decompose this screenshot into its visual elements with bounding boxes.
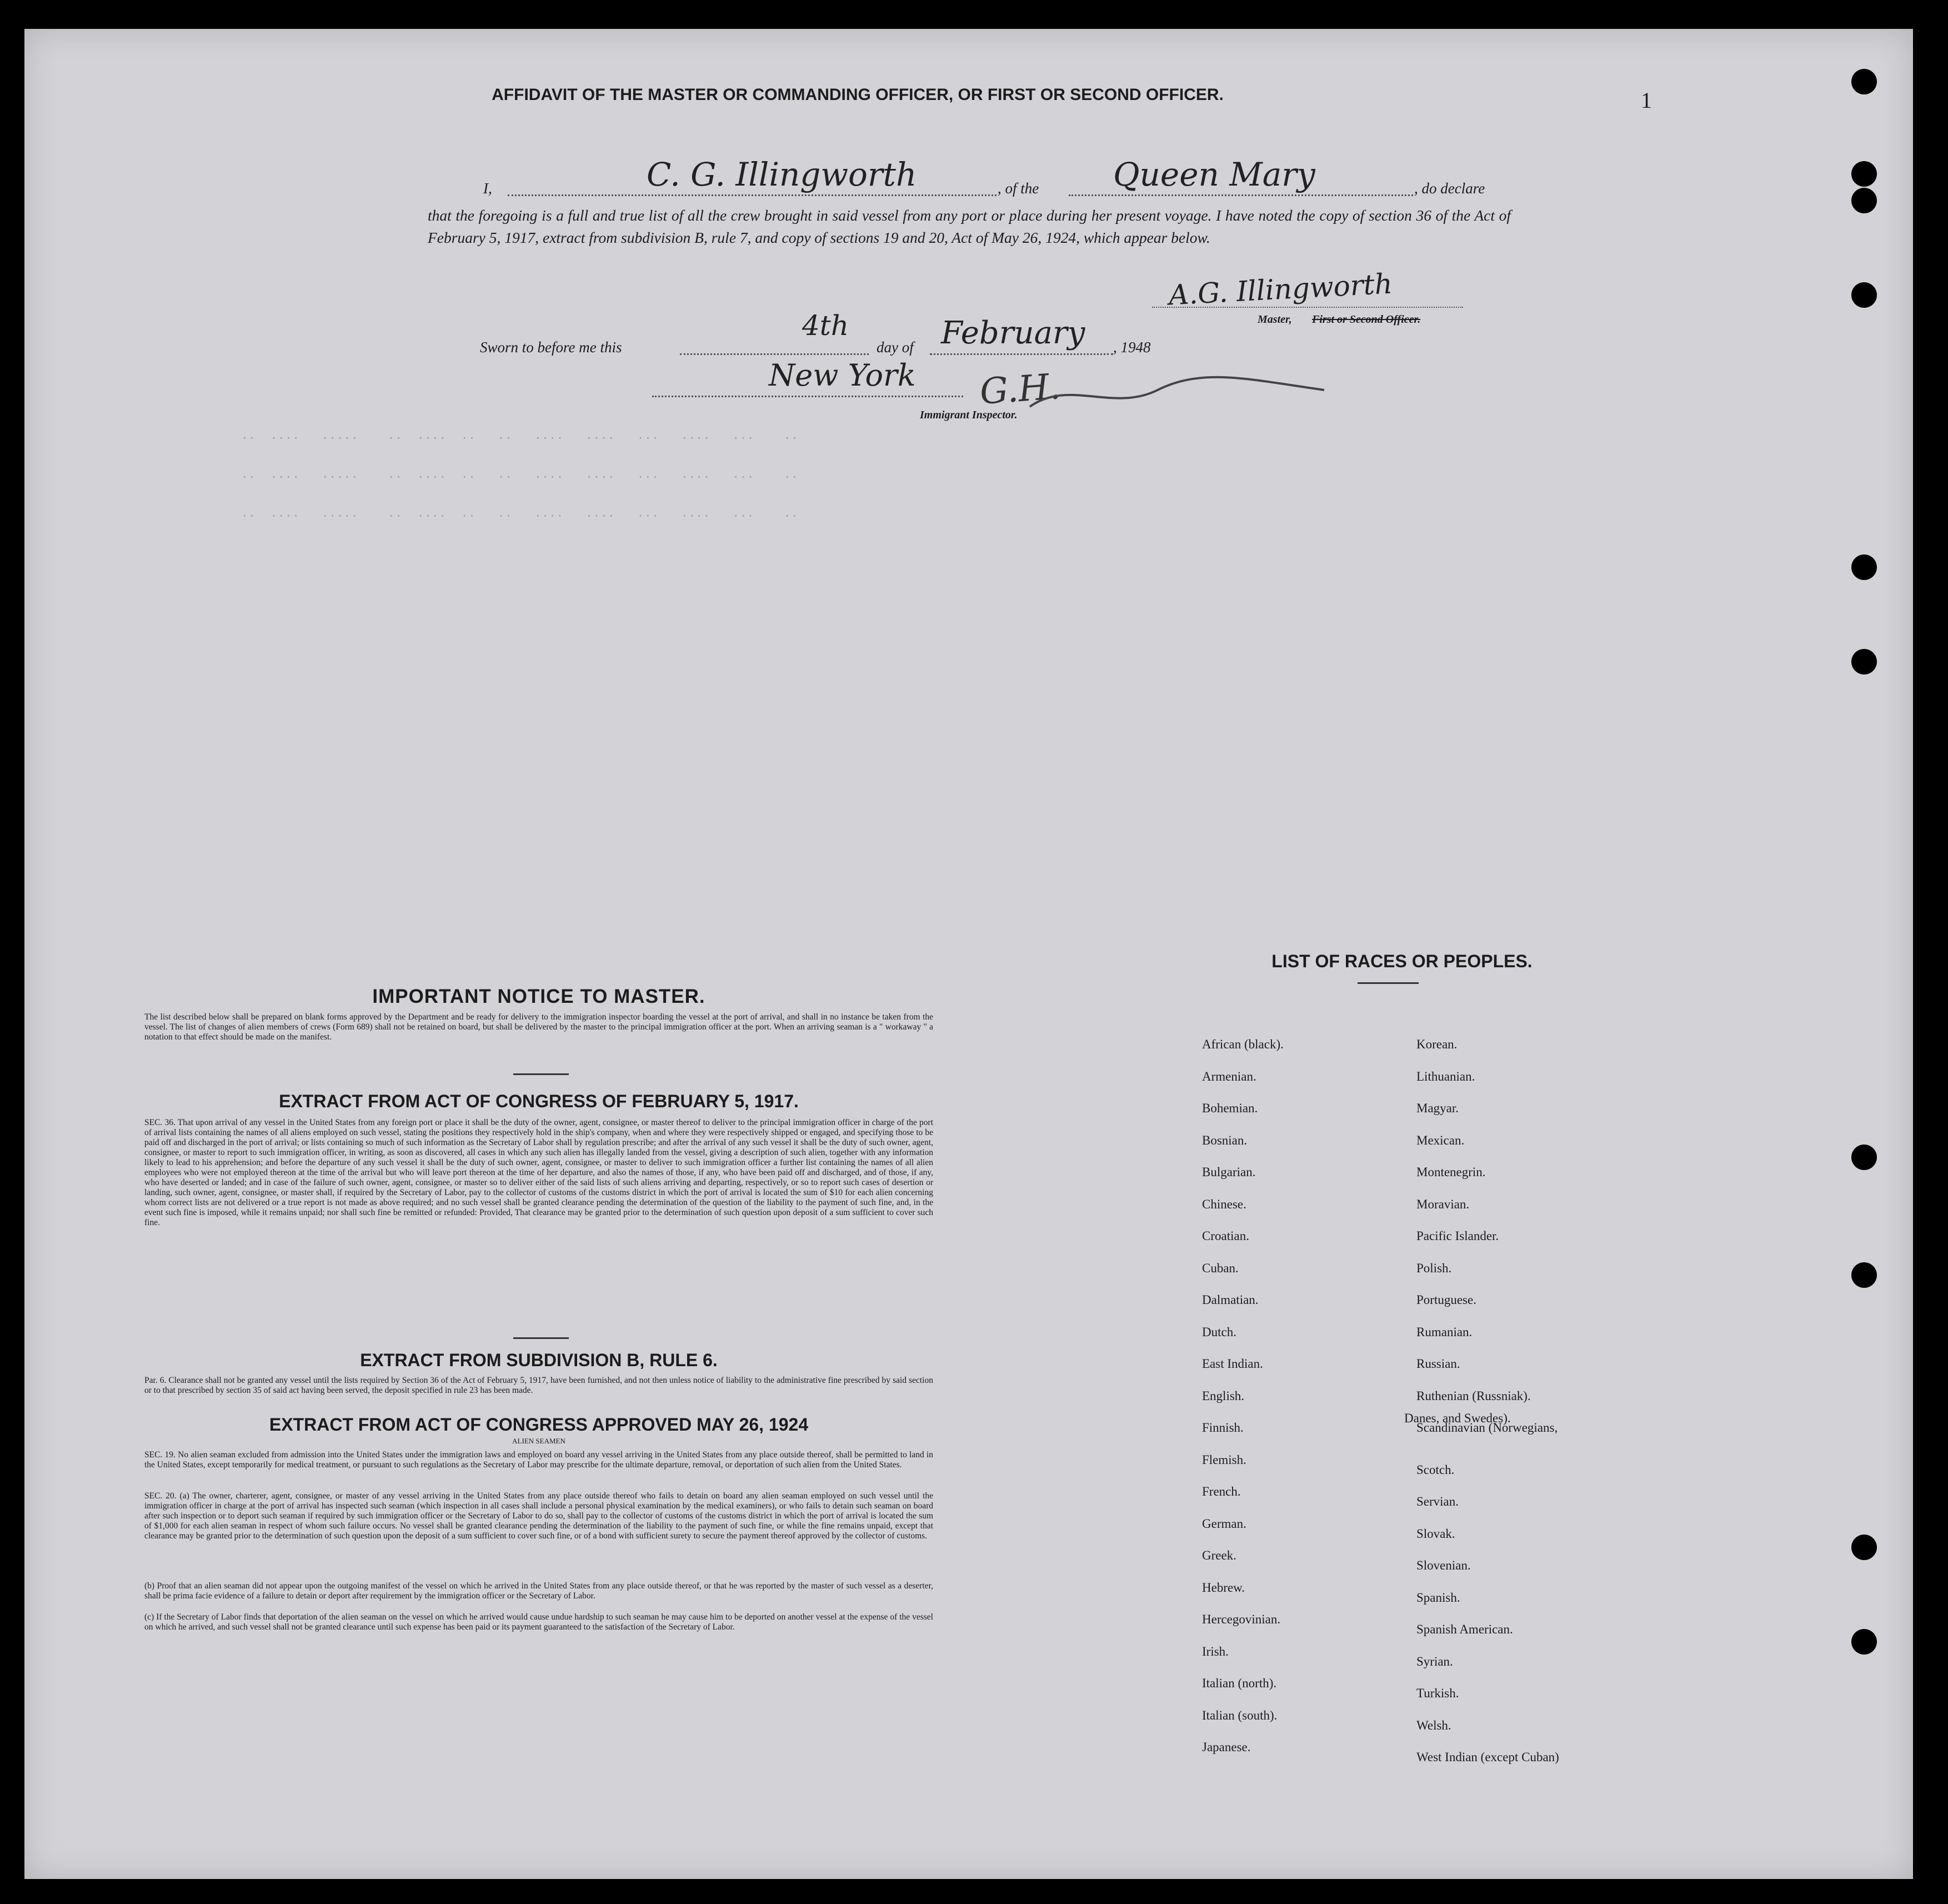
race-item: Dutch.	[1202, 1325, 1236, 1339]
divider	[513, 1073, 569, 1075]
race-item: Polish.	[1416, 1261, 1452, 1275]
inspector-signature-flourish	[1024, 373, 1335, 418]
rule6-body: Par. 6. Clearance shall not be granted any vessel until the lists required by Section 36 of the Act of February 5, 1917, have been furnished, and not then unless notice of liability to the administrative fine prescribed by said section or to that prescribed by section 35 of said act having been served, the deposit specified in rule 23 has been made.	[144, 1376, 933, 1395]
year-text: , 1948	[1113, 339, 1151, 356]
race-item: Spanish.	[1416, 1590, 1460, 1605]
race-item: Chinese.	[1202, 1197, 1246, 1211]
divider	[1358, 982, 1419, 984]
extract-1917-body: SEC. 36. That upon arrival of any vessel in the United States from any foreign port or place it shall be the duty of the owner, agent, consignee, or master thereof to deliver to the principal immigration officer in charge of the port of arrival lists containing the names of all aliens employed on such vessel, stating the positions they respectively hold in the ship's company, when and where they were respectively shipped or engaged, and specifying those to be paid off and discharged in the port of arrival; or lists containing so much of such information as the Secretary of Labor shall by regulation prescribe; and after the arrival of any such vessel it shall be the duty of such owner, agent, consignee, or master to report to such immigration officer, in writing, as soon as discovered, all cases in which any such alien has illegally landed from the vessel, giving a description of such alien, together with any information likely to lead to his apprehension; and before the departure of any such vessel it shall be the duty of such owner, agent, consignee, or master to deliver to such immigration officer a further list containing the names of all alien employees who were not employed thereon at the time of the arrival but who will leave port thereon at the time of her departure, and also the names of those, if any, who have been paid off and discharged, and of those, if any, who have deserted or landed; and in case of the failure of such owner, agent, consignee, or master so to deliver either of the said lists of such aliens arriving and departing, respectively, or so to report such cases of desertion or landing, such owner, agent, consignee, or master shall, if required by the Secretary of Labor, pay to the collector of customs of the customs district in which the port of arrival is located the sum of $10 for each alien concerning whom correct lists are not delivered or a true report is not made as above required; and no such vessel shall be granted clearance pending the determination of the question of the liability to the payment of such fine, and, in the event such fine is imposed, while it remains unpaid; nor shall such fine be remitted or refunded: Provided, That clearance may be granted prior to the determination of such question upon deposit of a sum sufficient to cover such fine.	[144, 1118, 933, 1227]
vessel-name-handwritten: Queen Mary	[1113, 156, 1315, 193]
race-item: Cuban.	[1202, 1261, 1239, 1275]
binder-hole	[1851, 1262, 1877, 1288]
race-item: Welsh.	[1416, 1718, 1451, 1732]
signature-line	[1152, 307, 1463, 308]
binder-hole	[1851, 188, 1877, 213]
extract-1924-sec19: SEC. 19. No alien seaman excluded from admission into the United States under the immigration laws and employed on board any vessel arriving in the United States from any place outside thereof, shall be permitted to land in the United States, except temporarily for medical treatment, or pursuant to such regulations as the Secretary of Labor may prescribe for the ultimate departure, removal, or deportation of such alien from the United States.	[144, 1450, 933, 1470]
race-item: Japanese.	[1202, 1740, 1251, 1754]
race-item: Rumanian.	[1416, 1325, 1473, 1339]
race-item: Italian (south).	[1202, 1708, 1278, 1722]
race-item: Lithuanian.	[1416, 1069, 1475, 1083]
notice-body: The list described below shall be prepared on blank forms approved by the Department and be ready for delivery to the immigration inspector boarding the vessel at the port of arrival, and shall in no instance be taken from the vessel. The list of changes of alien members of crews (Form 689) shall not be retained on board, but shall be delivered by the master to the principal immigration officer at the port. When an arriving seaman is a " workaway " a notation to that effect should be made on the manifest.	[144, 1012, 933, 1042]
notice-title: IMPORTANT NOTICE TO MASTER.	[372, 986, 705, 1007]
race-item: Flemish.	[1202, 1452, 1246, 1467]
race-item: Bosnian.	[1202, 1133, 1248, 1147]
extract-1917-title: EXTRACT FROM ACT OF CONGRESS OF FEBRUARY 5, 1917.	[279, 1091, 799, 1111]
race-item: Portuguese.	[1416, 1293, 1476, 1307]
binder-hole	[1851, 69, 1877, 94]
race-item: Syrian.	[1416, 1654, 1453, 1668]
month-line	[930, 353, 1113, 355]
bleed-through-text: .. .... ..... .. .... .. .. .... .... ... .... ... ..	[219, 468, 798, 482]
race-item: Russian.	[1416, 1357, 1460, 1371]
race-item: Hercegovinian.	[1202, 1612, 1281, 1626]
race-item: Bulgarian.	[1202, 1165, 1256, 1179]
binder-hole	[1851, 282, 1877, 308]
race-item: Scotch.	[1416, 1462, 1455, 1477]
day-of-text: day of	[877, 339, 914, 356]
binder-hole	[1851, 649, 1877, 674]
race-right-extra: Danes, and Swedes).	[1404, 1411, 1511, 1425]
races-title: LIST OF RACES OR PEOPLES.	[1271, 951, 1533, 971]
sworn-day: 4th	[802, 309, 849, 342]
affidavit-i: I,	[483, 180, 492, 197]
race-item: Scandinavian (Norwegians,	[1416, 1421, 1558, 1435]
race-item: English.	[1202, 1388, 1245, 1403]
sworn-month: February	[941, 315, 1085, 351]
vessel-line	[1069, 194, 1413, 196]
extract-1924-title: EXTRACT FROM ACT OF CONGRESS APPROVED MAY 26, 1924	[269, 1415, 809, 1435]
race-item: Croatian.	[1202, 1229, 1249, 1243]
race-item: Bohemian.	[1202, 1101, 1258, 1115]
sworn-text: Sworn to before me this	[480, 339, 622, 356]
race-item: Hebrew.	[1202, 1580, 1245, 1595]
binder-hole	[1851, 1145, 1877, 1170]
race-item: Servian.	[1416, 1495, 1459, 1508]
inspector-signature: G.H.	[978, 366, 1062, 413]
binder-hole	[1851, 161, 1877, 187]
race-item: Korean.	[1416, 1037, 1458, 1051]
affidavit-title: AFFIDAVIT OF THE MASTER OR COMMANDING OFFICER, OR FIRST OR SECOND OFFICER.	[492, 86, 1224, 104]
race-item: Pacific Islander.	[1416, 1229, 1499, 1243]
race-item: Greek.	[1202, 1548, 1236, 1562]
binder-hole	[1851, 554, 1877, 580]
master-signature: A.G. Illingworth	[1168, 267, 1394, 312]
race-item: Dalmatian.	[1202, 1293, 1259, 1307]
extract-1924-sec20c: (c) If the Secretary of Labor finds that deportation of the alien seaman on the vessel on which he arrived would cause undue hardship to such seaman he may cause him to be deported on another vessel at the expense of the vessel on which he arrived, and such vessel shall not be granted clearance until such expense has been paid or its payment guaranteed to the satisfaction of the Secretary of Labor.	[144, 1612, 933, 1632]
race-item: Moravian.	[1416, 1197, 1470, 1211]
document-page	[24, 29, 1913, 1879]
of-the-text: , of the	[998, 180, 1039, 197]
signature-role-struck: First or Second Officer.	[1312, 313, 1421, 326]
race-item: Armenian.	[1202, 1069, 1256, 1083]
race-item: French.	[1202, 1485, 1241, 1498]
rule6-title: EXTRACT FROM SUBDIVISION B, RULE 6.	[360, 1350, 718, 1370]
place-handwritten: New York	[769, 358, 916, 393]
race-item: Slovenian.	[1416, 1558, 1471, 1572]
bleed-through-text: .. .... ..... .. .... .. .. .... .... ... .... ... ..	[219, 429, 798, 443]
race-item: Slovak.	[1416, 1526, 1455, 1541]
race-item: Magyar.	[1416, 1101, 1459, 1115]
margin-number: 1	[1641, 88, 1652, 113]
extract-1924-subtitle: ALIEN SEAMEN	[512, 1437, 565, 1445]
race-item: African (black).	[1202, 1037, 1284, 1051]
affidavit-body: that the foregoing is a full and true list of all the crew brought in said vessel from any port or place during her present voyage. I have noted the copy of section 36 of the Act of February 5, 1917, extract from subdivision B, rule 7, and copy of sections 19 and 20, Act of May 26, 1924, which appear below.	[428, 207, 1511, 246]
race-item: East Indian.	[1202, 1357, 1263, 1371]
place-line	[652, 396, 963, 397]
race-item: Finnish.	[1202, 1421, 1244, 1435]
binder-hole	[1851, 1535, 1877, 1560]
race-item: Montenegrin.	[1416, 1165, 1486, 1179]
divider	[513, 1337, 569, 1339]
race-item: West Indian (except Cuban)	[1416, 1750, 1559, 1764]
name-line	[508, 194, 996, 196]
master-name-handwritten: C. G. Illingworth	[647, 156, 917, 193]
race-item: Spanish American.	[1416, 1622, 1513, 1636]
signature-role-master: Master,	[1258, 313, 1292, 326]
race-item: Turkish.	[1416, 1686, 1459, 1700]
race-item: Mexican.	[1416, 1133, 1465, 1147]
extract-1924-sec20a: SEC. 20. (a) The owner, charterer, agent, consignee, or master of any vessel arriving in the United States from any place outside thereof who fails to detain on board any alien seaman employed on such vessel until the immigration officer in charge at the port of arrival has inspected such seaman (which inspection in all cases shall include a personal physical examination by the medical examiners), or who fails to detain such seaman on board after such inspection or to deport such seaman if required by such immigration officer or the Secretary of Labor to do so, shall pay to the collector of customs of the customs district in which the port of arrival is located the sum of $1,000 for each alien seaman in respect of whom such failure occurs. No vessel shall be granted clearance pending the determination of the liability to the payment of such fine, or while the fine remains unpaid, except that clearance may be granted prior to the determination of such question upon the deposit of a sum sufficient to cover such fine, or of a bond with sufficient surety to secure the payment thereof approved by the collector of customs.	[144, 1491, 933, 1541]
race-item: Irish.	[1202, 1644, 1229, 1658]
binder-hole	[1851, 1629, 1877, 1655]
inspector-label: Immigrant Inspector.	[920, 409, 1018, 421]
bleed-through-text: .. .... ..... .. .... .. .. .... .... ... .... ... ..	[219, 507, 798, 521]
do-declare-text: , do declare	[1414, 180, 1485, 197]
day-line	[680, 353, 869, 355]
race-item: Ruthenian (Russniak).	[1416, 1388, 1531, 1403]
race-item: Italian (north).	[1202, 1676, 1277, 1690]
extract-1924-sec20b: (b) Proof that an alien seaman did not appear upon the outgoing manifest of the vessel on which he arrived in the United States from any place outside thereof, or that he was reported by the master of such vessel as a deserter, shall be prima facie evidence of a failure to detain or deport after requirement by the immigration officer or the Secretary of Labor.	[144, 1581, 933, 1601]
race-item: German.	[1202, 1516, 1246, 1531]
